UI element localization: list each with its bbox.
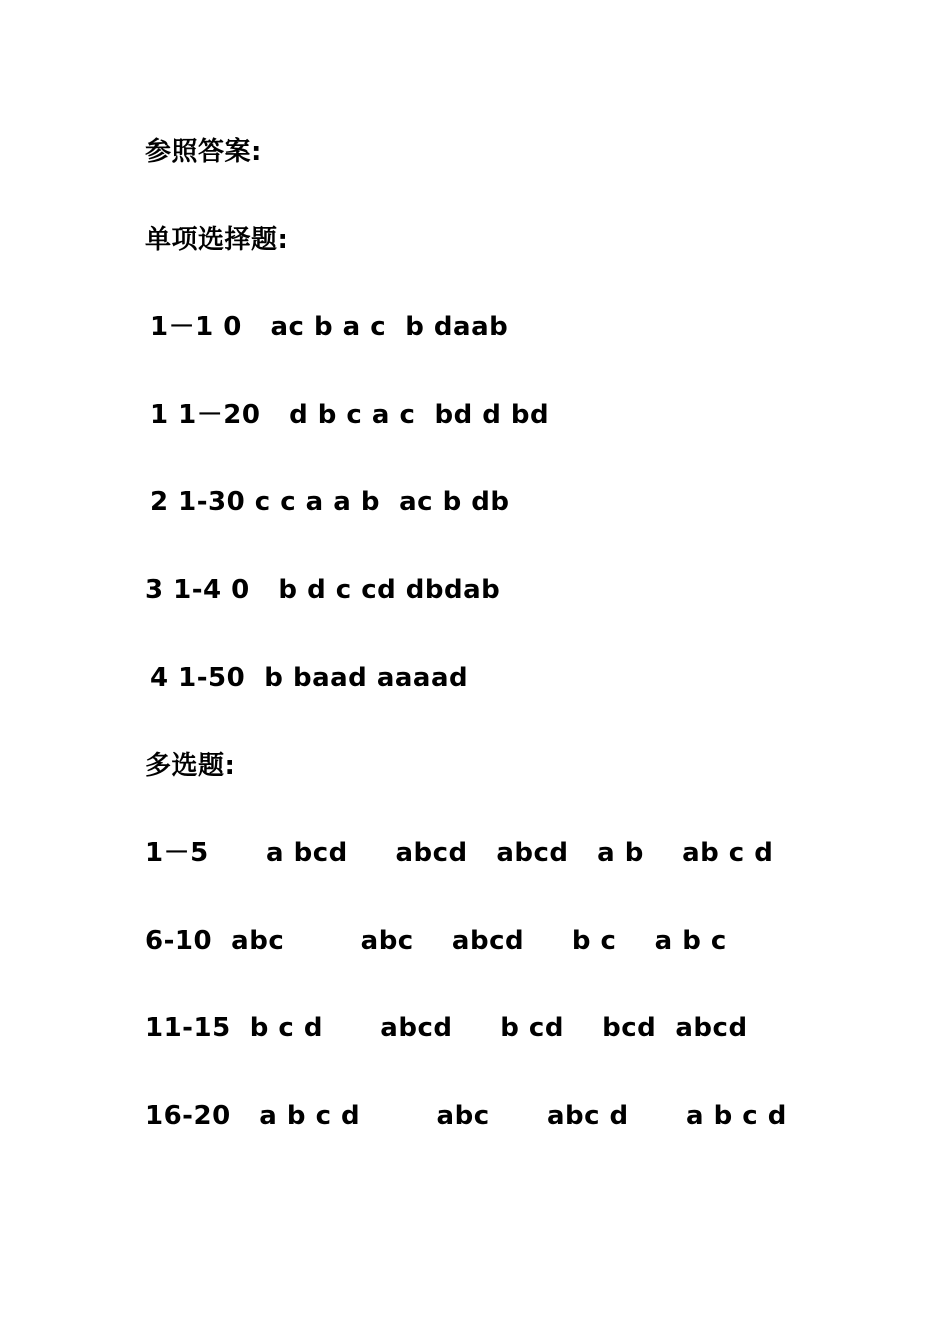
multiple-choice-row-2: 6-10 abc abc abcd b c a b c	[145, 926, 727, 956]
multiple-choice-title: 多选题:	[145, 751, 236, 781]
multiple-choice-row-3: 11-15 b c d abcd b cd bcd abcd	[145, 1013, 748, 1043]
single-choice-row-3: 2 1-30 c c a a b ac b db	[150, 487, 510, 517]
single-choice-row-5: 4 1-50 b baad aaaad	[150, 663, 469, 693]
page-heading: 参照答案:	[145, 137, 262, 167]
multiple-choice-row-4: 16-20 a b c d abc abc d a b c d	[145, 1101, 787, 1131]
single-choice-row-1: 1－1 0 ac b a c b daab	[150, 312, 509, 342]
single-choice-row-2: 1 1－20 d b c a c bd d bd	[150, 400, 550, 430]
single-choice-row-4: 3 1-4 0 b d c cd dbdab	[145, 575, 501, 605]
multiple-choice-row-1: 1－5 a bcd abcd abcd a b ab c d	[145, 838, 774, 868]
single-choice-title: 单项选择题:	[145, 225, 289, 255]
